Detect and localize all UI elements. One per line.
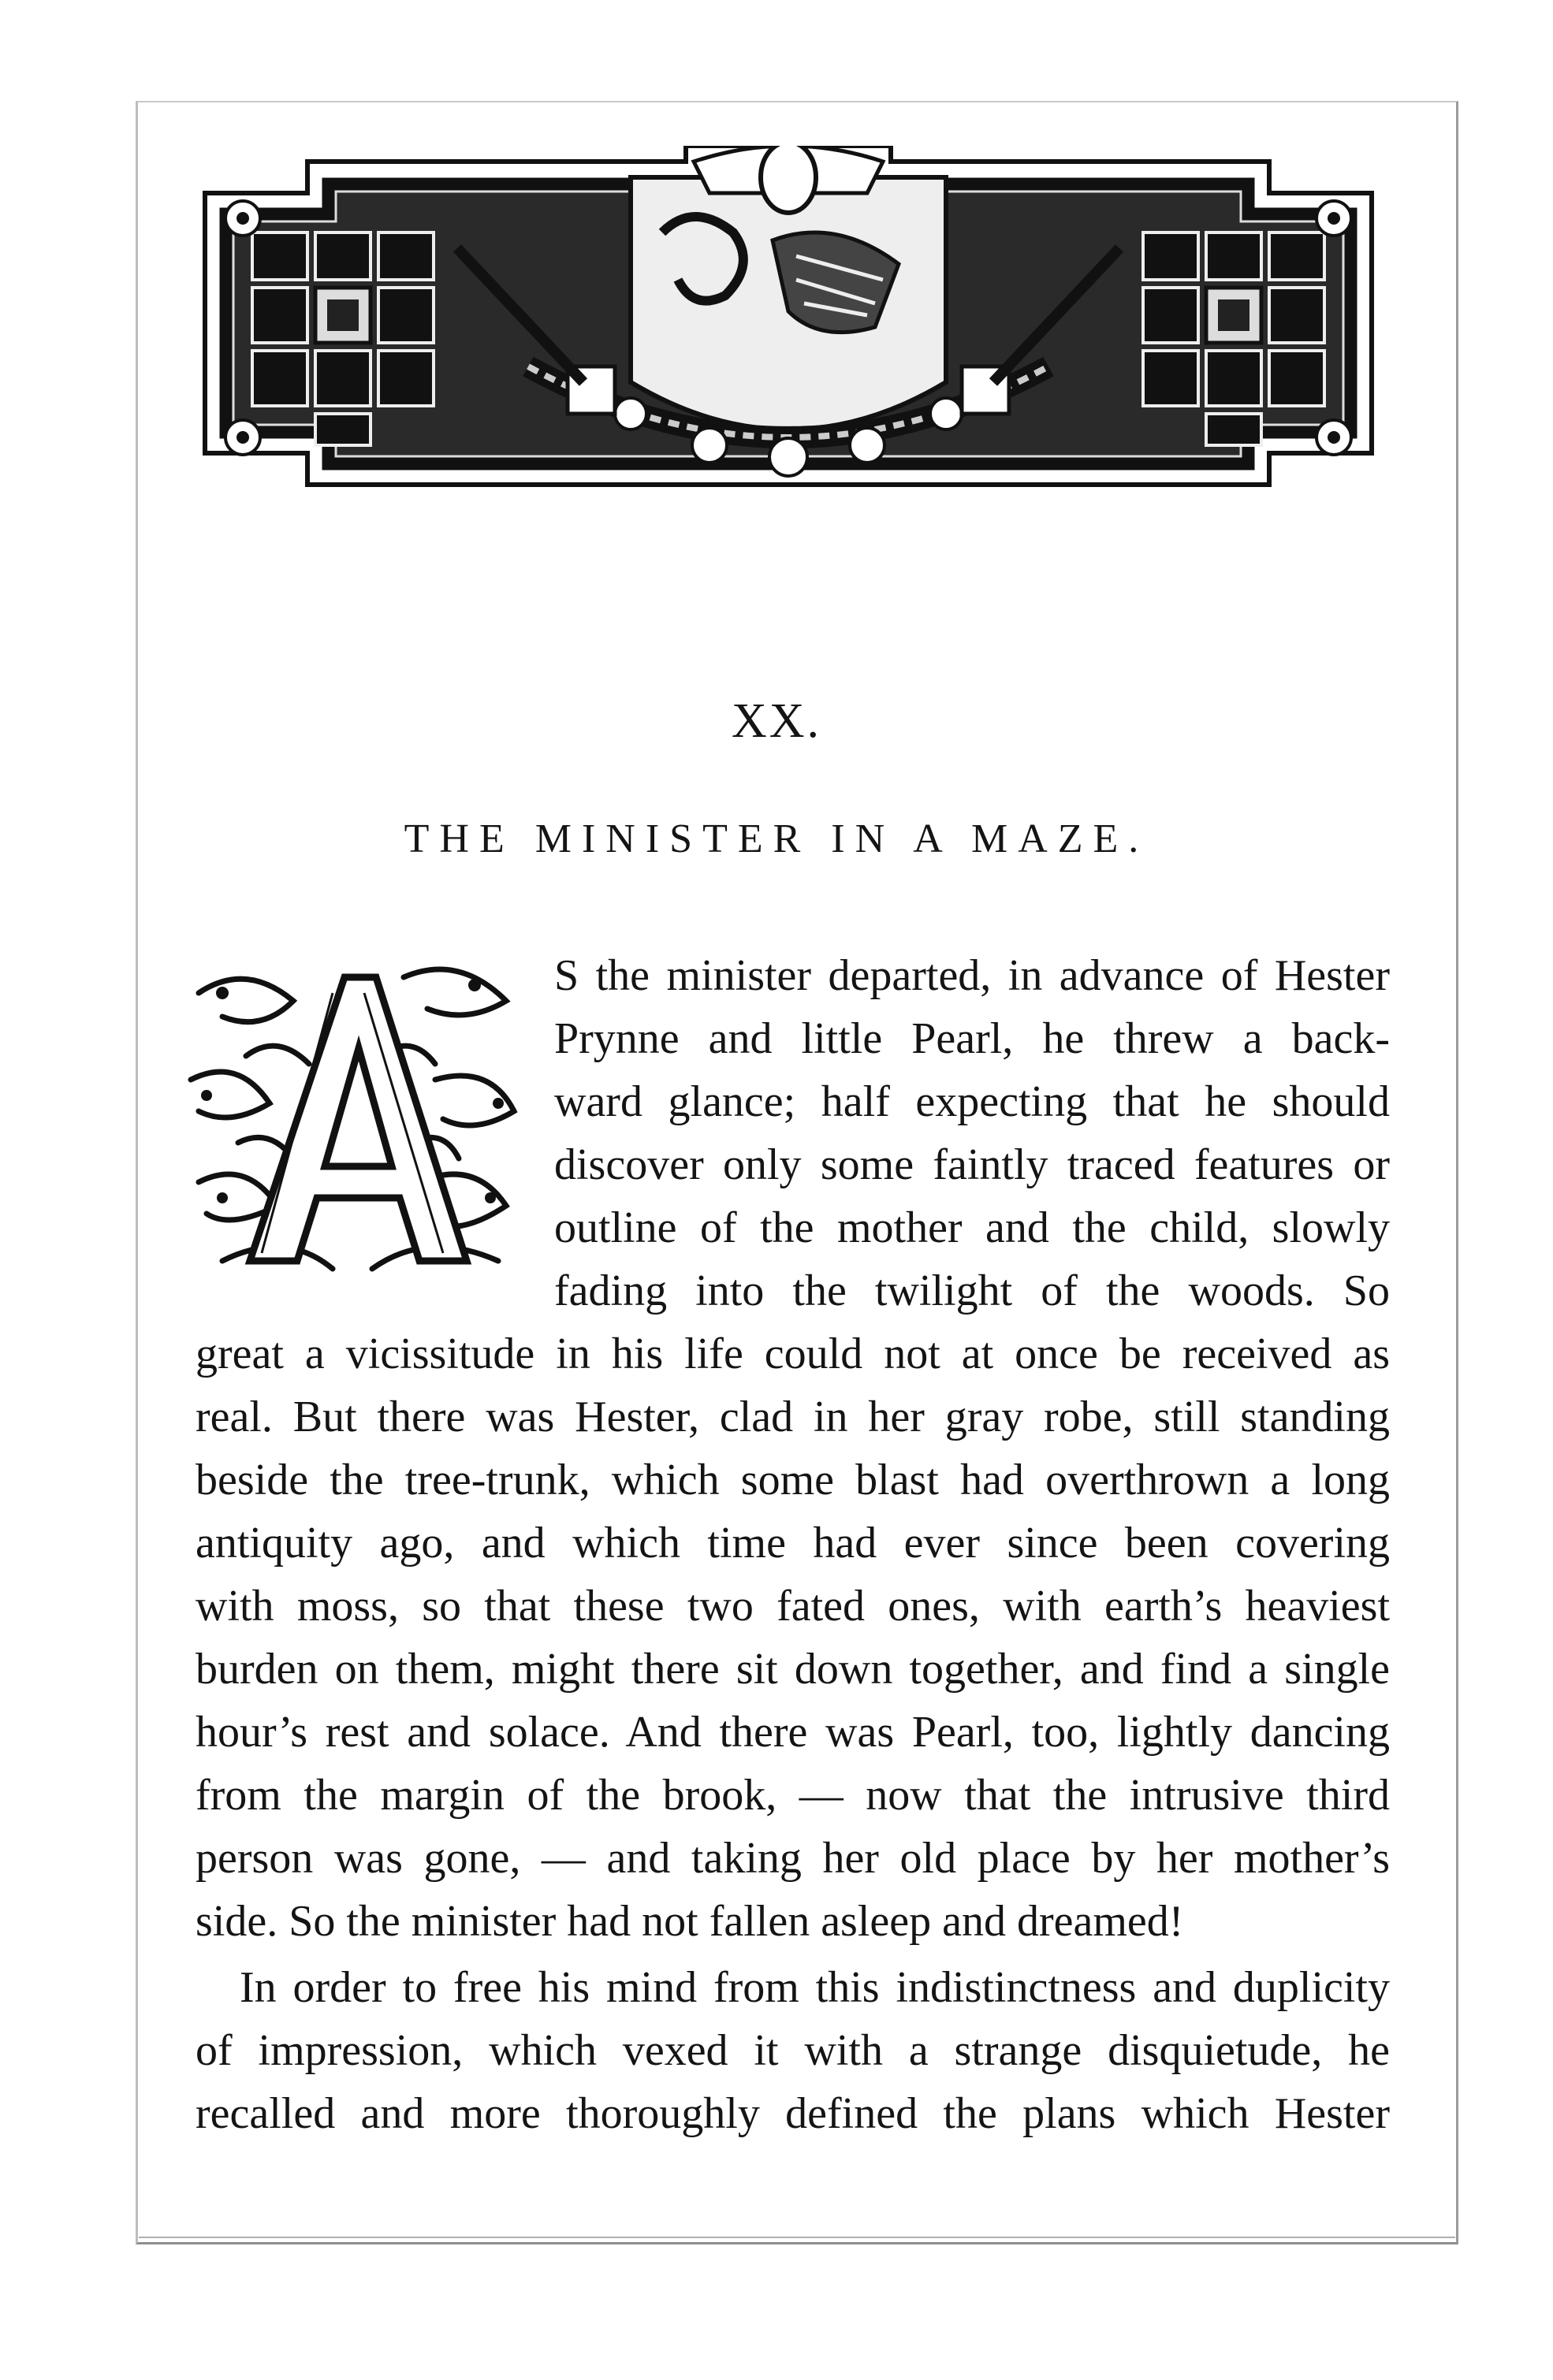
text-line: great a vicissitude in his life could not at once be received as xyxy=(196,1329,1390,1378)
text-line: Prynne and little Pearl, he threw a back- xyxy=(554,1014,1390,1063)
paragraph-2 xyxy=(196,1956,1390,2145)
text-line: fading into the twilight of the woods. So xyxy=(554,1266,1390,1315)
text-line: outline of the mother and the child, slowly xyxy=(554,1203,1390,1252)
text-line: person was gone, — and taking her old place by her mother’s xyxy=(196,1834,1390,1883)
text-line: antiquity ago, and which time had ever since been covering xyxy=(196,1519,1390,1567)
text-line: In order to free his mind from this indistinctness and duplicity xyxy=(240,1963,1390,2012)
text-line: of impression, which vexed it with a strange disquietude, he xyxy=(196,2026,1390,2075)
drop-cap-glyph: A xyxy=(349,1249,351,1250)
text-line: beside the tree-trunk, which some blast had overthrown a long xyxy=(196,1456,1390,1504)
ornamental-headpiece xyxy=(189,146,1387,516)
chapter-number: XX. xyxy=(731,694,822,748)
text-line: recalled and more thoroughly defined the plans which Hester xyxy=(196,2089,1390,2138)
paragraph-1 xyxy=(196,944,1390,1953)
text-line: side. So the minister had not fallen asleep and dreamed! xyxy=(196,1897,1184,1946)
text-line: S the minister departed, in advance of Hester xyxy=(554,951,1390,1000)
text-line: hour’s rest and solace. And there was Pearl, too, lightly dancing xyxy=(196,1708,1390,1757)
text-line: from the margin of the brook, — now that the intrusive third xyxy=(196,1771,1390,1820)
page-bottom-rule xyxy=(139,2237,1455,2238)
text-line: ward glance; half expecting that he should xyxy=(554,1077,1390,1126)
body-text xyxy=(196,944,1390,2145)
text-line: discover only some faintly traced features or xyxy=(554,1140,1390,1189)
text-line: real. But there was Hester, clad in her gray robe, still standing xyxy=(196,1393,1390,1441)
text-line: burden on them, might there sit down together, and find a single xyxy=(196,1645,1390,1694)
chapter-title: THE MINISTER IN A MAZE. xyxy=(404,816,1149,861)
text-line: with moss, so that these two fated ones, with earth’s heaviest xyxy=(196,1582,1390,1631)
